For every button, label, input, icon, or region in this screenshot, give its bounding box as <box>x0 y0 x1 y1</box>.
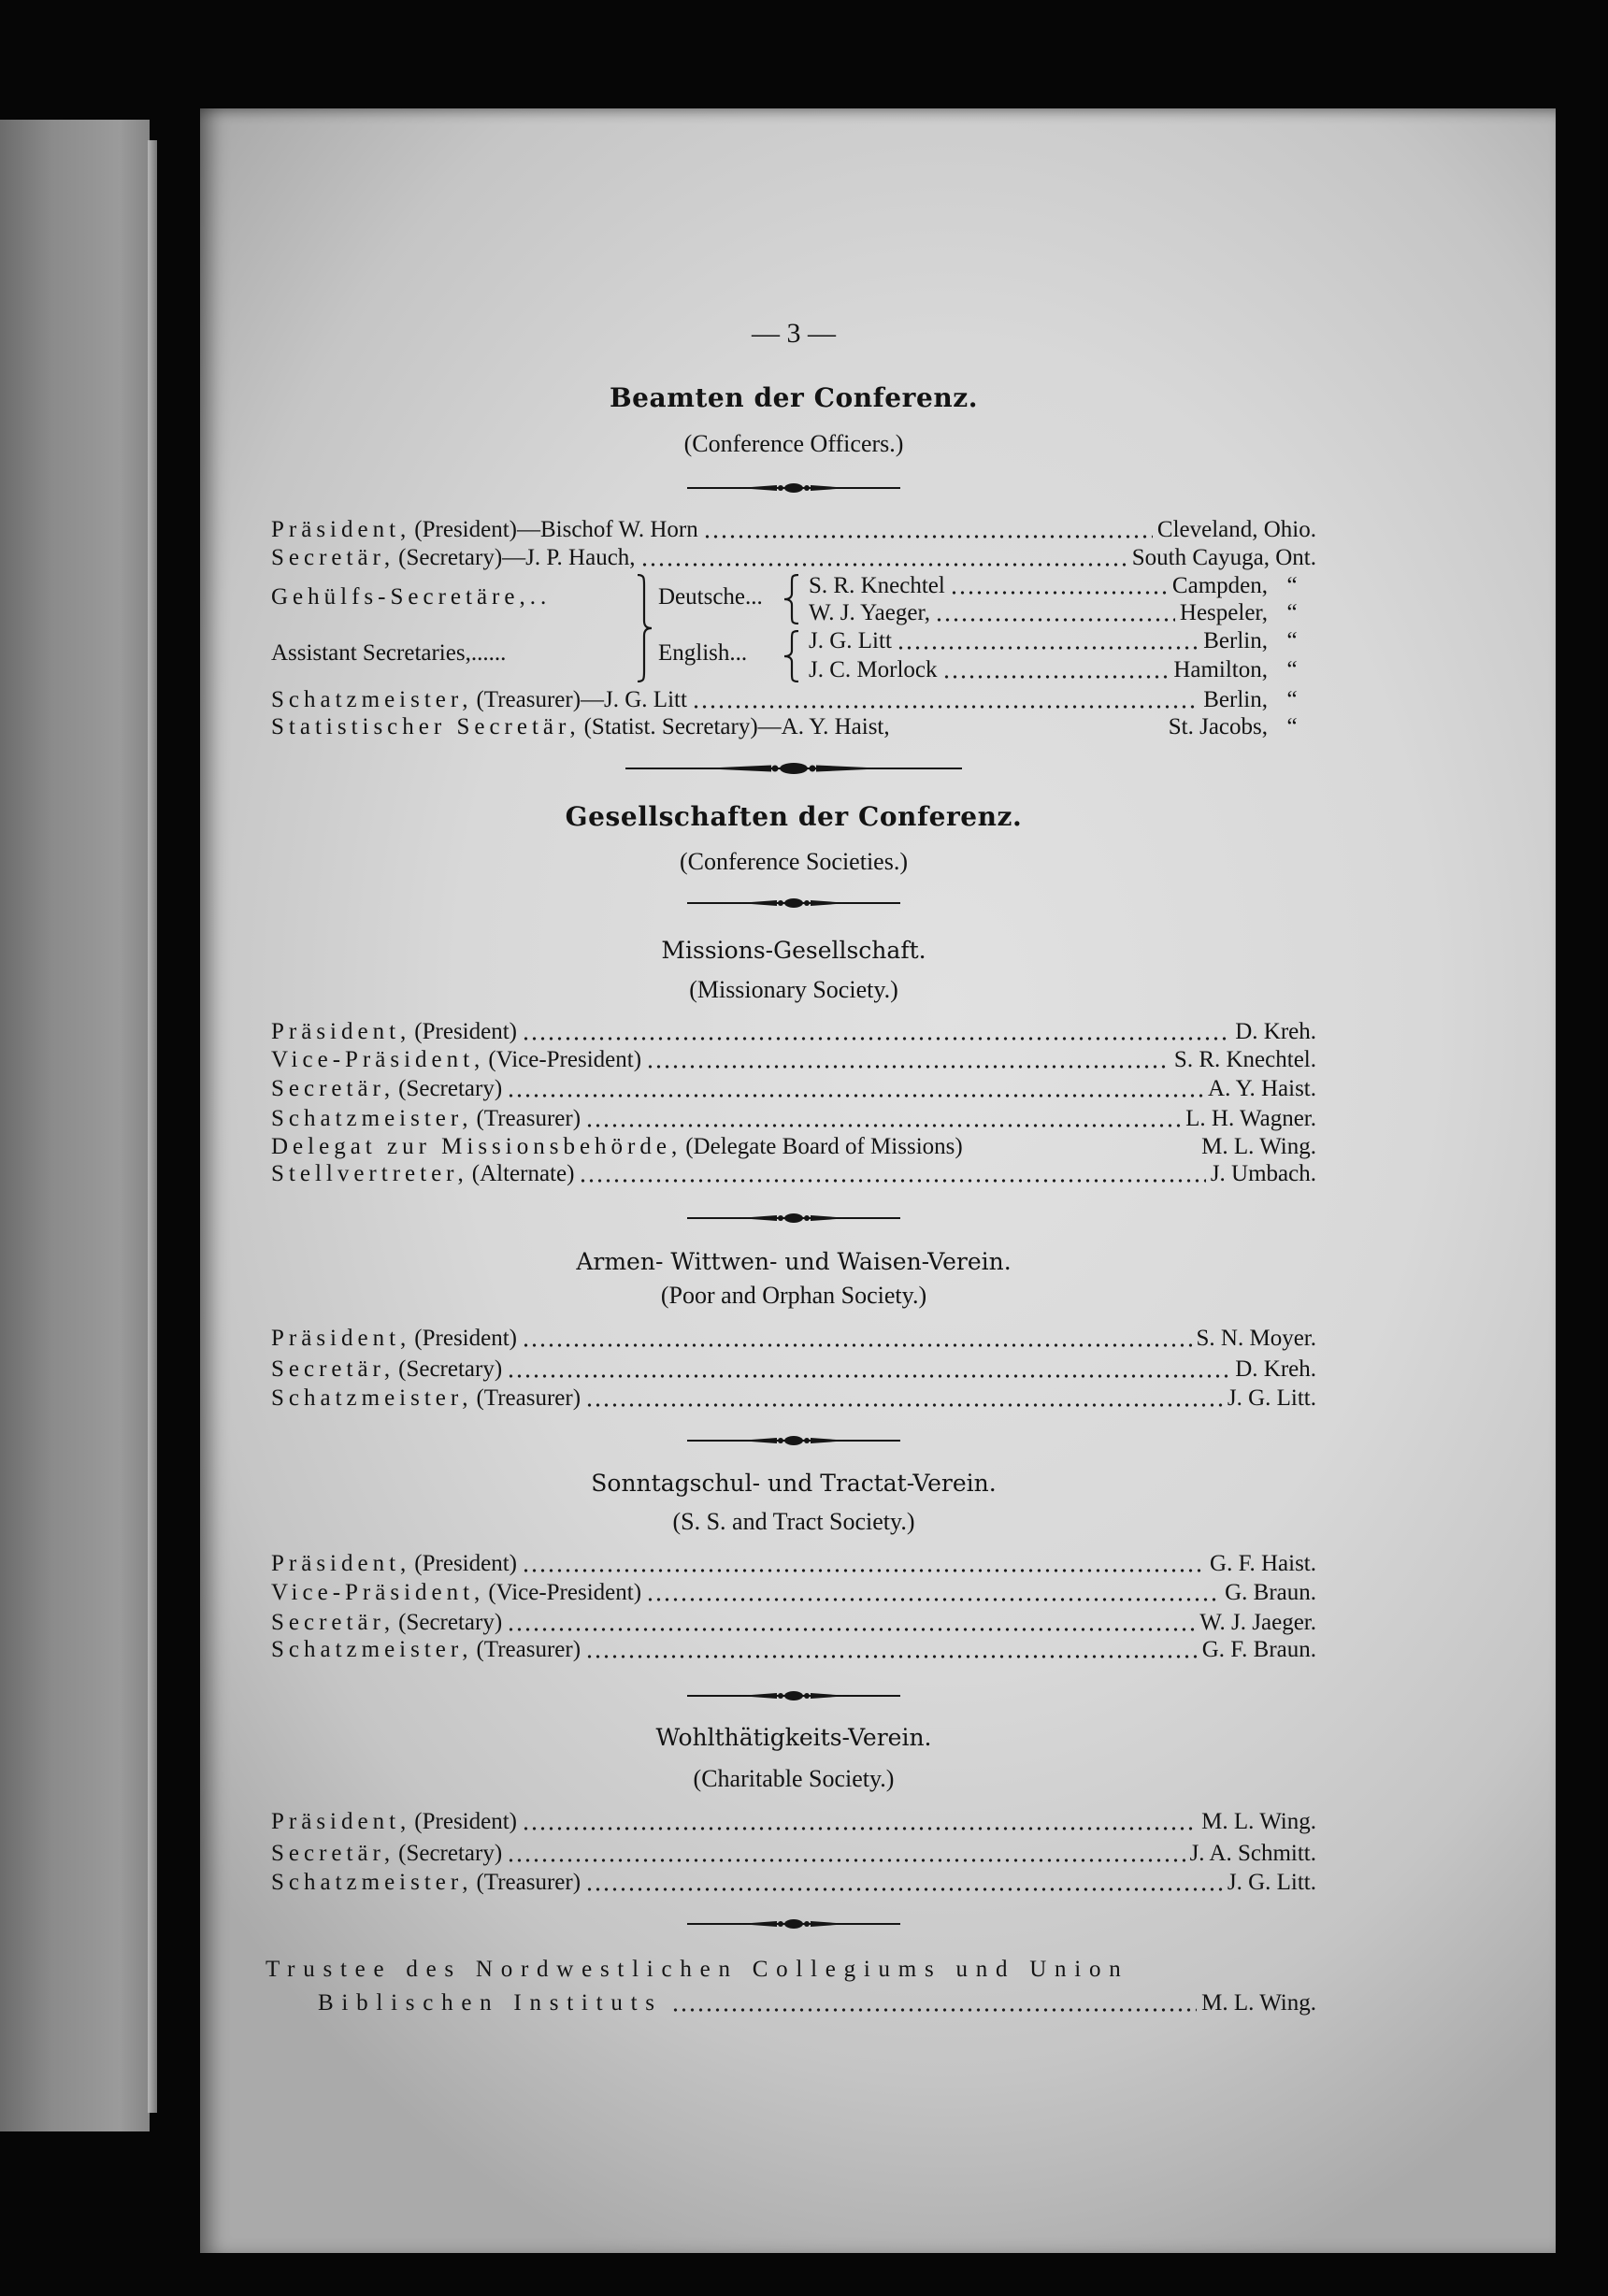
assistant-secretaries-english-label: Assistant Secretaries,...... <box>271 640 507 666</box>
facing-page-edge <box>0 120 150 2131</box>
poor-orphan-society-heading: Armen- Wittwen- und Waisen-Verein. <box>576 1248 1012 1275</box>
officer-name: J. A. Schmitt. <box>1189 1841 1316 1866</box>
group-label-german: Deutsche... <box>658 584 763 610</box>
assistant-secretaries-german-label: Gehülfs-Secretäre,.. <box>271 584 552 610</box>
officer-name: A. Y. Haist. <box>1208 1076 1316 1101</box>
left-brace <box>783 630 800 682</box>
location: Cleveland, Ohio. <box>1156 517 1316 542</box>
officers-subheading: (Conference Officers.) <box>683 430 904 457</box>
english-title: (Vice-President) <box>488 1047 642 1072</box>
english-title: (Treasurer) <box>476 1106 581 1131</box>
missionary-row <box>271 1133 1316 1161</box>
german-title: Secretär, <box>271 1610 395 1635</box>
officer-name: S. R. Knechtel. <box>1173 1047 1316 1072</box>
ornament-divider <box>687 1209 900 1227</box>
location: St. Jacobs, <box>1168 714 1268 739</box>
ornament-divider <box>687 479 900 497</box>
left-brace <box>783 574 800 624</box>
dot-leader <box>935 599 1175 627</box>
officer-row-secretary <box>271 544 1316 572</box>
missionary-row <box>271 1075 1316 1103</box>
assistant-row <box>809 599 1316 627</box>
dot-leader <box>692 686 1199 714</box>
german-title: Schatzmeister, <box>271 687 473 712</box>
officer-name: G. F. Braun. <box>1201 1637 1316 1662</box>
officers-heading: Beamten der Conferenz. <box>609 382 979 413</box>
ornament-divider <box>687 894 900 912</box>
ditto-mark: “ <box>1286 628 1298 653</box>
german-title: Vice-Präsident, <box>271 1580 485 1605</box>
member-name: S. R. Knechtel <box>809 573 945 598</box>
english-title-and-name: (President)—Bischof W. Horn <box>414 517 698 542</box>
dot-leader <box>507 1075 1203 1103</box>
member-name: J. G. Litt <box>809 628 892 653</box>
german-title: Schatzmeister, <box>271 1106 473 1131</box>
officer-name: D. Kreh. <box>1235 1356 1316 1382</box>
dot-leader <box>942 656 1170 684</box>
german-title: Secretär, <box>271 1356 395 1382</box>
german-title: Schatzmeister, <box>271 1385 473 1411</box>
sunday-school-society-subheading: (S. S. and Tract Society.) <box>672 1508 915 1535</box>
missionary-society-subheading: (Missionary Society.) <box>689 976 898 1003</box>
ornament-divider <box>687 1915 900 1933</box>
missionary-society-heading: Missions-Gesellschaft. <box>661 937 926 964</box>
sunday-school-row <box>271 1636 1316 1664</box>
english-title: (Alternate) <box>471 1161 575 1186</box>
german-title: Schatzmeister, <box>271 1870 473 1895</box>
officer-name: M. L. Wing. <box>1201 1809 1316 1834</box>
poor-orphan-row <box>271 1356 1316 1384</box>
ditto-mark: “ <box>1286 600 1298 625</box>
dot-leader <box>671 1989 1197 2017</box>
assistant-row <box>809 572 1316 600</box>
german-title: Präsident, <box>271 1551 411 1576</box>
english-title: (Delegate Board of Missions) <box>685 1134 963 1159</box>
trustee-institution: Biblischen Instituts <box>318 1990 663 2016</box>
dot-leader <box>585 1636 1198 1664</box>
missionary-row <box>271 1018 1316 1046</box>
member-place: Hamilton, <box>1173 657 1268 682</box>
english-title: (Treasurer) <box>476 1637 581 1662</box>
poor-orphan-row <box>271 1325 1316 1353</box>
sunday-school-row <box>271 1609 1316 1637</box>
charitable-society-heading: Wohlthätigkeits-Verein. <box>655 1724 932 1751</box>
member-place: Berlin, <box>1203 628 1268 653</box>
dot-leader <box>703 516 1153 544</box>
page-number: — 3 — <box>752 318 836 349</box>
german-title: Secretär, <box>271 545 395 570</box>
dot-leader <box>585 1105 1181 1133</box>
poor-orphan-society-subheading: (Poor and Orphan Society.) <box>660 1282 927 1309</box>
officer-name: L. H. Wagner. <box>1185 1106 1316 1131</box>
dot-leader <box>522 1550 1205 1578</box>
officer-name: G. F. Haist. <box>1210 1551 1316 1576</box>
dot-leader <box>507 1840 1184 1868</box>
officer-name: J. G. Litt. <box>1227 1870 1316 1895</box>
dot-leader <box>585 1869 1223 1897</box>
missionary-row <box>271 1105 1316 1133</box>
dot-leader <box>585 1385 1223 1413</box>
ditto-mark: “ <box>1286 714 1298 739</box>
sunday-school-row <box>271 1579 1316 1607</box>
missionary-row <box>271 1046 1316 1074</box>
member-place: Campden, <box>1171 573 1268 598</box>
english-title: (President) <box>414 1019 517 1044</box>
english-title: (President) <box>414 1326 517 1351</box>
german-title: Schatzmeister, <box>271 1637 473 1662</box>
german-title: Secretär, <box>271 1076 395 1101</box>
english-title-and-name: (Statist. Secretary)—A. Y. Haist, <box>583 714 890 739</box>
group-label-english: English... <box>658 640 748 666</box>
english-title-and-name: (Treasurer)—J. G. Litt <box>476 687 687 712</box>
trustee-line <box>318 1989 1316 2017</box>
facing-page-margin <box>148 140 157 2113</box>
english-title: (Secretary) <box>398 1356 503 1382</box>
dot-leader <box>640 544 1127 572</box>
officer-row-treasurer <box>271 686 1316 714</box>
missionary-row <box>271 1160 1316 1188</box>
member-name: J. C. Morlock <box>809 657 938 682</box>
english-title: (Vice-President) <box>488 1580 642 1605</box>
trustee-name: M. L. Wing. <box>1201 1990 1316 2016</box>
officer-name: J. G. Litt. <box>1227 1385 1316 1411</box>
dot-leader <box>950 572 1168 600</box>
german-title: Präsident, <box>271 1809 411 1834</box>
ornament-divider <box>625 759 962 778</box>
dot-leader <box>522 1018 1230 1046</box>
english-title: (Secretary) <box>398 1841 503 1866</box>
ornament-divider <box>687 1686 900 1705</box>
ditto-mark: “ <box>1286 573 1298 598</box>
english-title: (President) <box>414 1809 517 1834</box>
ditto-mark: “ <box>1286 687 1298 712</box>
assistant-row <box>809 656 1316 684</box>
german-title: Stellvertreter, <box>271 1161 468 1186</box>
german-title: Präsident, <box>271 1019 411 1044</box>
english-title: (President) <box>414 1551 517 1576</box>
location: South Cayuga, Ont. <box>1131 545 1316 570</box>
officer-name: S. N. Moyer. <box>1196 1326 1316 1351</box>
trustee-title: Trustee des Nordwestlichen Collegiums und Union <box>266 1957 1129 1982</box>
dot-leader <box>507 1356 1230 1384</box>
english-title: (Secretary) <box>398 1610 503 1635</box>
dot-leader <box>579 1160 1205 1188</box>
member-name: W. J. Yaeger, <box>809 600 931 625</box>
ditto-mark: “ <box>1286 657 1298 682</box>
charitable-row <box>271 1869 1316 1897</box>
assistant-row <box>809 627 1316 655</box>
officer-name: W. J. Jaeger. <box>1199 1610 1316 1635</box>
english-title-and-name: (Secretary)—J. P. Hauch, <box>398 545 636 570</box>
officer-row-president <box>271 516 1316 544</box>
societies-subheading: (Conference Societies.) <box>679 848 908 875</box>
english-title: (Treasurer) <box>476 1870 581 1895</box>
charitable-society-subheading: (Charitable Society.) <box>693 1765 895 1792</box>
officer-row-statistical-secretary <box>271 713 1316 741</box>
german-title: Präsident, <box>271 517 411 542</box>
officer-name: G. Braun. <box>1225 1580 1316 1605</box>
dot-leader <box>522 1325 1192 1353</box>
right-brace <box>636 574 653 682</box>
english-title: (Treasurer) <box>476 1385 581 1411</box>
charitable-row <box>271 1808 1316 1836</box>
officer-name: J. Umbach. <box>1210 1161 1316 1186</box>
officer-name: D. Kreh. <box>1235 1019 1316 1044</box>
dot-leader <box>897 627 1199 655</box>
officer-name: M. L. Wing. <box>1201 1134 1316 1159</box>
german-title: Secretär, <box>271 1841 395 1866</box>
trustee-line <box>266 1956 1311 1984</box>
location: Berlin, <box>1203 687 1268 712</box>
ornament-divider <box>687 1431 900 1450</box>
dot-leader <box>646 1046 1170 1074</box>
charitable-row <box>271 1840 1316 1868</box>
german-title: Statistischer Secretär, <box>271 714 581 739</box>
sunday-school-row <box>271 1550 1316 1578</box>
member-place: Hespeler, <box>1179 600 1268 625</box>
dot-leader <box>507 1609 1195 1637</box>
sunday-school-society-heading: Sonntagschul- und Tractat-Verein. <box>591 1470 997 1497</box>
societies-heading: Gesellschaften der Conferenz. <box>565 801 1023 832</box>
german-title: Delegat zur Missionsbehörde, <box>271 1134 682 1159</box>
poor-orphan-row <box>271 1385 1316 1413</box>
dot-leader <box>646 1579 1220 1607</box>
german-title: Präsident, <box>271 1326 411 1351</box>
english-title: (Secretary) <box>398 1076 503 1101</box>
german-title: Vice-Präsident, <box>271 1047 485 1072</box>
dot-leader <box>522 1808 1197 1836</box>
